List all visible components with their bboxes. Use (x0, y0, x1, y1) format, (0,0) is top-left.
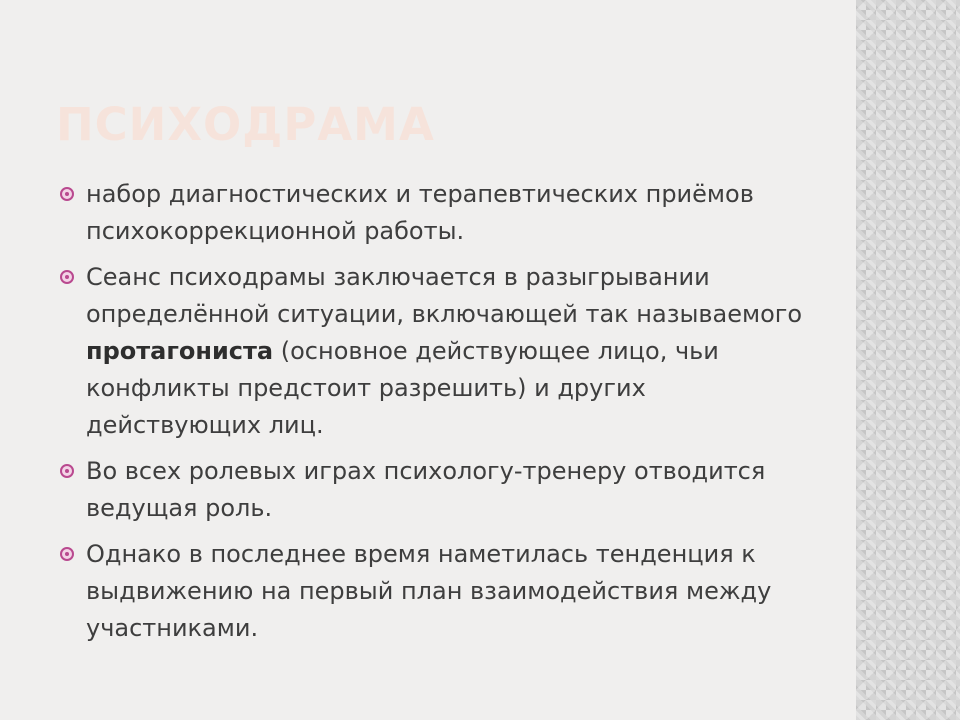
bullet-text-post: (основное действующее лицо, чьи конфликты предстоит разрешить) и других действующих лиц. (86, 337, 719, 439)
bullet-item-2 (60, 259, 820, 444)
bullet-text: набор диагностических и терапевтических приёмов психокоррекционной работы. (86, 180, 754, 245)
bullet-item-4 (60, 536, 820, 647)
bullet-icon (60, 270, 74, 284)
bullet-text-bold: протагониста (86, 337, 274, 365)
bullet-text: Однако в последнее время наметилась тенденция к выдвижению на первый план взаимодействия между участниками. (86, 540, 772, 642)
bullet-item-3 (60, 453, 820, 527)
bullet-list (60, 176, 820, 656)
decorative-pattern-strip (856, 0, 960, 720)
bullet-text-pre: Сеанс психодрамы заключается в разыгрывании определённой ситуации, включающей так называемого (86, 263, 803, 328)
bullet-icon (60, 187, 74, 201)
bullet-text: Во всех ролевых играх психологу-тренеру отводится ведущая роль. (86, 457, 766, 522)
bullet-item-1 (60, 176, 820, 250)
slide-title: ПСИХОДРАМА (56, 98, 435, 151)
bullet-icon (60, 464, 74, 478)
bullet-icon (60, 547, 74, 561)
